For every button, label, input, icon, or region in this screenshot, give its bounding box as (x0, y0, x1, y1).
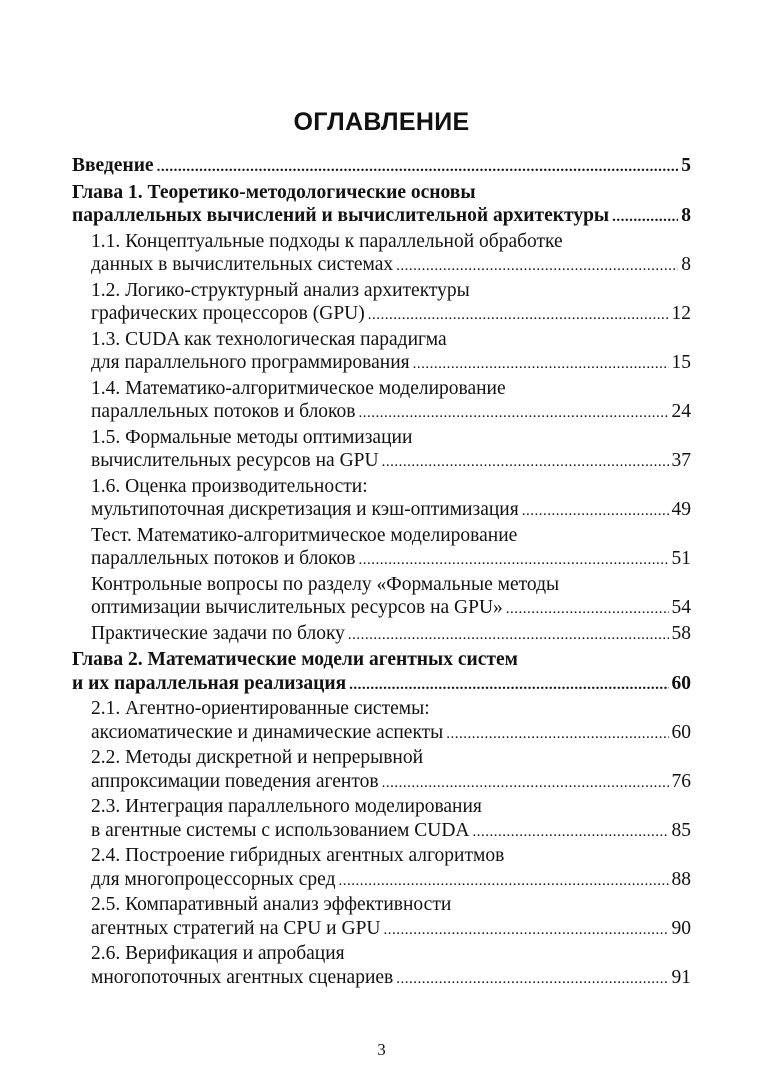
toc-chapter-entry (72, 154, 691, 180)
toc-entry-title-line: в агентные системы с использованием CUDA (91, 819, 470, 841)
toc-entry-page-number: 60 (671, 721, 691, 743)
dot-leader (157, 156, 679, 180)
toc-entry-page-number: 76 (671, 770, 691, 792)
toc-entry-page-number: 8 (681, 254, 691, 275)
toc-entry-title-line: для многопроцессорных сред (91, 868, 336, 890)
dot-leader (612, 206, 678, 230)
toc-entry-title-line: 1.3. CUDA как технологическая парадигма (91, 328, 447, 350)
dot-leader (396, 255, 678, 279)
toc-section-entry (72, 746, 691, 795)
toc-entry-title-line: 2.2. Методы дискретной и непрерывной (91, 747, 424, 768)
dot-leader (396, 968, 668, 992)
dot-leader (473, 821, 669, 845)
toc-entry-leader-row (91, 596, 691, 622)
toc-section-entry (72, 475, 691, 524)
toc-entry-title-line: 1.4. Математико-алгоритмическое моделирование (91, 377, 506, 399)
toc-chapter-entry (72, 648, 691, 697)
dot-leader (348, 624, 669, 648)
page-title: ОГЛАВЛЕНИЕ (293, 108, 470, 136)
toc-section-entry (72, 622, 691, 648)
toc-entry-title-line: оптимизации вычислительных ресурсов на GPU» (91, 597, 503, 618)
toc-entry-title-line: многопоточных агентных сценариев (91, 966, 394, 988)
toc-entry-leader-row (91, 917, 691, 943)
toc-entry-title-line: Контрольные вопросы по разделу «Формальные методы (91, 573, 560, 595)
toc-entry-title-line: 1.5. Формальные методы оптимизации (91, 426, 413, 448)
toc-section-entry (72, 844, 691, 893)
toc-entry-page-number: 8 (681, 205, 691, 226)
toc-entry-page-number: 58 (671, 622, 691, 644)
toc-entry-page-number: 12 (671, 303, 691, 324)
toc-entry-leader-row (91, 721, 691, 747)
toc-entry-title-line: Практические задачи по блоку (91, 622, 345, 644)
toc-entry-page-number: 5 (681, 155, 691, 176)
toc-entry-title-line: графических процессоров (GPU) (91, 303, 365, 324)
toc-section-entry (72, 524, 691, 573)
toc-entry-title-line: 1.2. Логико-структурный анализ архитектуры (91, 279, 470, 301)
toc-entry-title-line: для параллельного программирования (91, 352, 410, 373)
toc-entry-leader-row (91, 351, 691, 377)
toc-entry-title-line: Глава 1. Теоретико-методологические основы (72, 181, 476, 203)
toc-entry-leader-row (91, 622, 691, 648)
toc-entry-page-number: 15 (671, 352, 691, 373)
toc-entry-leader-row (91, 449, 691, 475)
toc-section-entry (72, 573, 691, 622)
toc-entry-page-number: 91 (671, 966, 691, 988)
toc-entry-title-line: параллельных потоков и блоков (91, 401, 356, 422)
dot-leader (506, 598, 669, 622)
toc-section-entry (72, 230, 691, 279)
toc-entry-title-line: и их параллельная реализация (72, 672, 347, 694)
toc-entry-title-line: 2.4. Построение гибридных агентных алгоритмов (91, 845, 505, 866)
dot-leader (446, 723, 668, 747)
toc-entry-page-number: 49 (671, 499, 691, 520)
dot-leader (384, 919, 669, 943)
toc-entry-title-line: вычислительных ресурсов на GPU (91, 450, 379, 471)
toc-section-entry (72, 697, 691, 746)
toc-chapter-entry (72, 181, 691, 230)
table-of-contents (72, 153, 691, 991)
toc-entry-title-line: данных в вычислительных системах (91, 254, 394, 275)
toc-entry-leader-row (72, 154, 691, 180)
dot-leader (339, 870, 669, 894)
toc-entry-title-line: 2.6. Верификация и апробация (91, 943, 345, 964)
toc-section-entry (72, 942, 691, 991)
toc-entry-leader-row (91, 868, 691, 894)
toc-entry-title-line: 1.6. Оценка производительности: (91, 475, 368, 497)
dot-leader (522, 500, 669, 524)
toc-entry-leader-row (91, 770, 691, 796)
toc-entry-title-line: аппроксимации поведения агентов (91, 770, 379, 792)
toc-entry-page-number: 37 (671, 450, 691, 471)
toc-entry-leader-row (91, 253, 691, 279)
toc-entry-title-line: 1.1. Концептуальные подходы к параллельной обработке (91, 230, 563, 252)
dot-leader (359, 549, 669, 573)
toc-section-entry (72, 795, 691, 844)
toc-section-entry (72, 377, 691, 426)
page-number: 3 (377, 1040, 386, 1059)
toc-entry-title-line: Введение (72, 155, 154, 176)
toc-section-entry (72, 426, 691, 475)
toc-entry-leader-row (72, 672, 691, 698)
toc-entry-title-line: параллельных вычислений и вычислительной архитектуры (72, 205, 610, 226)
dot-leader (349, 674, 668, 698)
toc-entry-leader-row (91, 302, 691, 328)
toc-section-entry (72, 328, 691, 377)
toc-entry-page-number: 85 (671, 819, 691, 841)
toc-entry-leader-row (91, 400, 691, 426)
toc-entry-page-number: 90 (671, 917, 691, 939)
toc-entry-title-line: 2.3. Интеграция параллельного моделирования (91, 796, 482, 817)
toc-entry-page-number: 88 (671, 868, 691, 890)
dot-leader (413, 353, 669, 377)
toc-entry-leader-row (91, 819, 691, 845)
dot-leader (382, 772, 669, 796)
dot-leader (359, 402, 669, 426)
toc-entry-leader-row (72, 204, 691, 230)
toc-entry-page-number: 60 (671, 672, 691, 694)
toc-entry-title-line: мультипоточная дискретизация и кэш-оптимизация (91, 499, 519, 520)
toc-entry-title-line: 2.5. Компаративный анализ эффективности (91, 894, 452, 915)
dot-leader (368, 304, 669, 328)
toc-entry-title-line: параллельных потоков и блоков (91, 548, 356, 569)
toc-entry-title-line: аксиоматические и динамические аспекты (91, 721, 444, 743)
toc-entry-page-number: 24 (671, 401, 691, 422)
toc-entry-page-number: 54 (671, 597, 691, 618)
toc-entry-title-line: Глава 2. Математические модели агентных систем (72, 649, 518, 670)
toc-section-entry (72, 279, 691, 328)
toc-entry-leader-row (91, 966, 691, 992)
toc-entry-page-number: 51 (671, 548, 691, 569)
toc-section-entry (72, 893, 691, 942)
toc-entry-title-line: Тест. Математико-алгоритмическое моделирование (91, 524, 518, 546)
toc-entry-title-line: 2.1. Агентно-ориентированные системы: (91, 698, 430, 719)
toc-entry-leader-row (91, 498, 691, 524)
toc-entry-leader-row (91, 547, 691, 573)
toc-entry-title-line: агентных стратегий на CPU и GPU (91, 917, 381, 939)
dot-leader (382, 451, 669, 475)
